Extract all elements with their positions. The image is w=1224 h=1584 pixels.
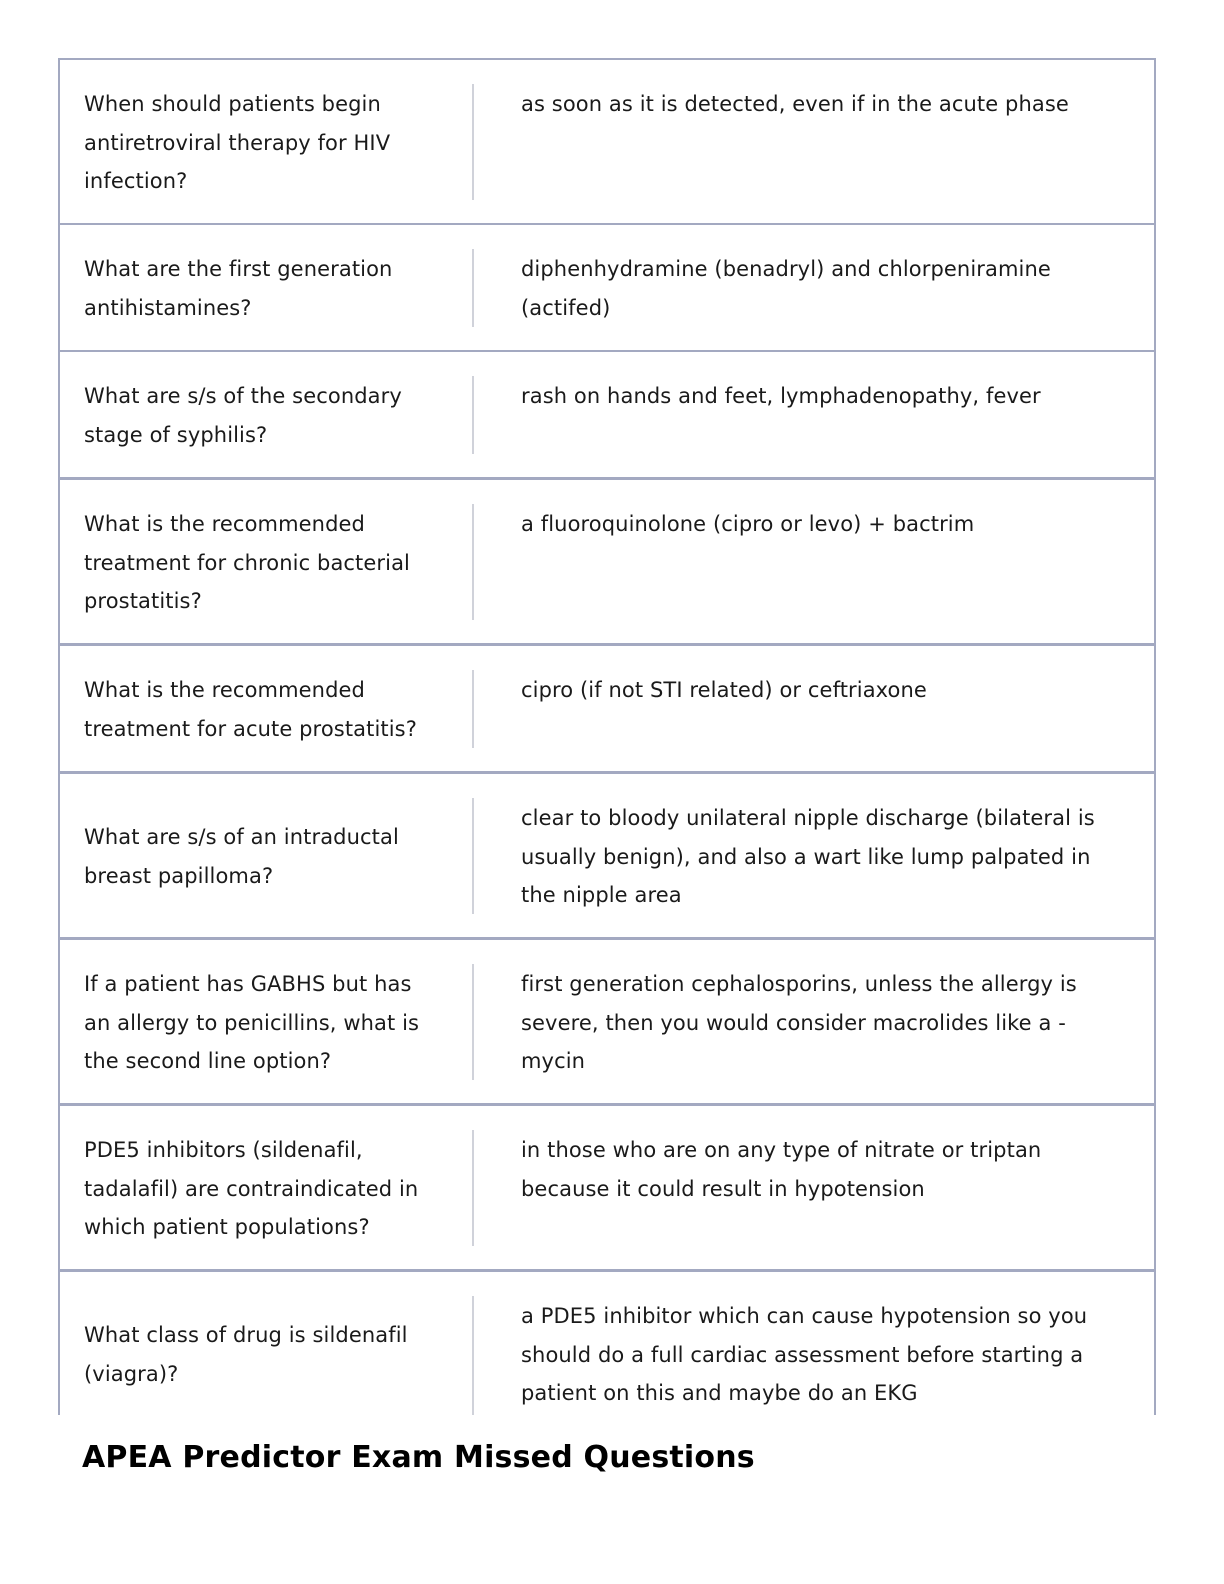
card-divider <box>472 84 474 200</box>
card-term: What are s/s of an intraductal breast papilloma? <box>84 825 399 888</box>
card-divider <box>472 504 474 620</box>
card-divider <box>472 249 474 327</box>
card-definition: cipro (if not STI related) or ceftriaxone <box>521 678 927 702</box>
card-term: What are the first generation antihistamines? <box>84 257 393 320</box>
card-term: What class of drug is sildenafil (viagra)? <box>84 1323 408 1386</box>
flashcard <box>58 938 1156 1105</box>
flashcard <box>58 478 1156 645</box>
card-definition: as soon as it is detected, even if in the acute phase <box>521 92 1069 116</box>
card-divider <box>472 1296 474 1415</box>
card-divider <box>472 964 474 1080</box>
card-term: If a patient has GABHS but has an allergy to penicillins, what is the second line option? <box>84 972 420 1074</box>
flashcard <box>58 1104 1156 1271</box>
flashcard <box>58 1270 1156 1415</box>
flashcard <box>58 350 1156 479</box>
card-definition: in those who are on any type of nitrate or triptan because it could result in hypotension <box>521 1138 1042 1201</box>
card-definition: clear to bloody unilateral nipple discharge (bilateral is usually benign), and also a wart like lump palpated in the nipple area <box>521 806 1095 908</box>
card-term: PDE5 inhibitors (sildenafil, tadalafil) are contraindicated in which patient populations? <box>84 1138 419 1240</box>
flashcard <box>58 644 1156 773</box>
card-definition: a fluoroquinolone (cipro or levo) + bactrim <box>521 512 975 536</box>
card-term: What is the recommended treatment for acute prostatitis? <box>84 678 417 741</box>
flashcard <box>58 223 1156 352</box>
card-definition: a PDE5 inhibitor which can cause hypotension so you should do a full cardiac assessment before starting a patient on this and maybe do an EKG <box>521 1304 1088 1406</box>
card-definition: first generation cephalosporins, unless the allergy is severe, then you would consider macrolides like a -mycin <box>521 972 1077 1074</box>
card-term: When should patients begin antiretroviral therapy for HIV infection? <box>84 92 391 194</box>
card-term: What is the recommended treatment for chronic bacterial prostatitis? <box>84 512 410 614</box>
flashcard <box>58 58 1156 225</box>
card-divider <box>472 1130 474 1246</box>
card-divider <box>472 670 474 748</box>
card-divider <box>472 798 474 914</box>
card-term: What are s/s of the secondary stage of syphilis? <box>84 384 402 447</box>
card-definition: rash on hands and feet, lymphadenopathy, fever <box>521 384 1041 408</box>
card-divider <box>472 376 474 454</box>
card-definition: diphenhydramine (benadryl) and chlorpeniramine (actifed) <box>521 257 1051 320</box>
document-title: APEA Predictor Exam Missed Questions <box>82 1440 755 1475</box>
flashcard-list <box>58 58 1156 1415</box>
flashcard <box>58 772 1156 939</box>
